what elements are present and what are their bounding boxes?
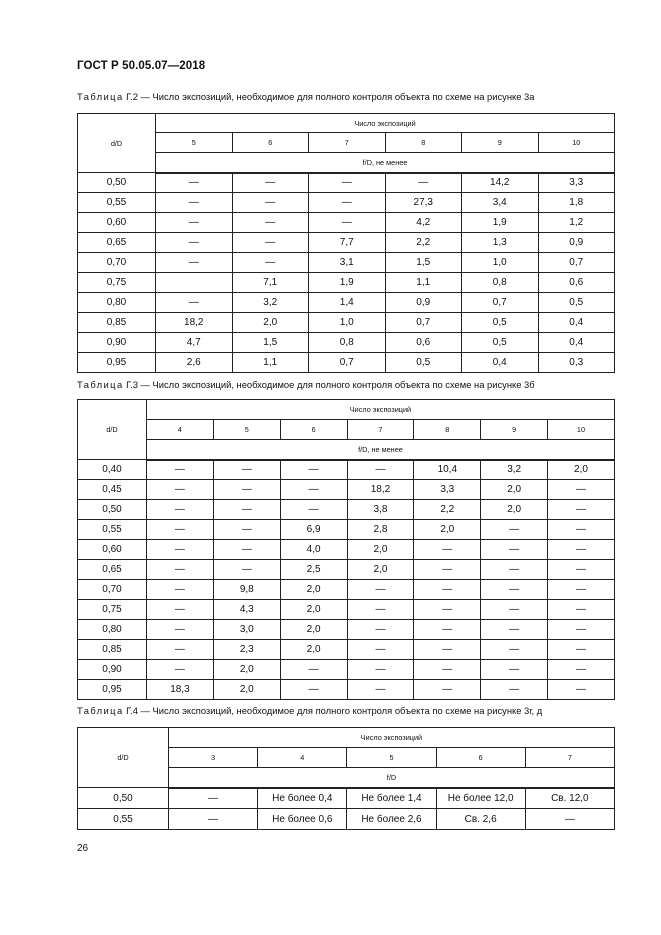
row-label: 0,55 bbox=[78, 193, 156, 213]
table-cell: 2,0 bbox=[280, 580, 347, 600]
table-cell: 0,7 bbox=[309, 353, 386, 373]
table-cell: Не более 2,6 bbox=[347, 809, 436, 830]
table-cell: — bbox=[213, 560, 280, 580]
table-cell: 14,2 bbox=[462, 173, 539, 193]
table-cell: — bbox=[156, 293, 233, 313]
table-cell: 0,5 bbox=[462, 313, 539, 333]
table-row bbox=[78, 660, 615, 680]
table-g4-caption bbox=[77, 705, 542, 716]
table-cell: 1,9 bbox=[309, 273, 386, 293]
table-cell: Не более 12,0 bbox=[436, 788, 525, 809]
column-header: 5 bbox=[347, 748, 436, 768]
column-header: 6 bbox=[280, 420, 347, 440]
table-cell: 1,1 bbox=[385, 273, 462, 293]
table-cell: — bbox=[232, 193, 309, 213]
table-cell: — bbox=[548, 660, 615, 680]
table-row bbox=[78, 173, 615, 193]
table-cell: — bbox=[414, 580, 481, 600]
table-cell: 0,4 bbox=[538, 333, 615, 353]
table-cell: — bbox=[156, 213, 233, 233]
table-cell: 1,3 bbox=[462, 233, 539, 253]
row-label: 0,50 bbox=[78, 173, 156, 193]
table-cell: 3,1 bbox=[309, 253, 386, 273]
table-cell: — bbox=[525, 809, 614, 830]
table-cell: — bbox=[481, 680, 548, 700]
caption-label: Таблица bbox=[77, 91, 124, 102]
table-cell: 0,4 bbox=[462, 353, 539, 373]
row-label: 0,60 bbox=[78, 540, 147, 560]
table-cell: — bbox=[481, 540, 548, 560]
corner-header: d/D bbox=[78, 400, 147, 460]
table-cell: — bbox=[481, 640, 548, 660]
table-cell: — bbox=[414, 560, 481, 580]
table-cell: — bbox=[147, 520, 214, 540]
table-cell: 7,1 bbox=[232, 273, 309, 293]
table-cell: — bbox=[347, 600, 414, 620]
table-cell: — bbox=[156, 233, 233, 253]
table-row bbox=[78, 293, 615, 313]
row-label: 0,45 bbox=[78, 480, 147, 500]
table-row bbox=[78, 640, 615, 660]
table-cell: — bbox=[548, 580, 615, 600]
table-cell: — bbox=[169, 788, 258, 809]
table-cell: — bbox=[481, 560, 548, 580]
table-row bbox=[78, 500, 615, 520]
table-cell: — bbox=[548, 680, 615, 700]
table-cell: Св. 2,6 bbox=[436, 809, 525, 830]
caption-text: Г.2 — Число экспозиций, необходимое для полного контроля объекта по схеме на рисунке 3а bbox=[126, 91, 535, 102]
column-header: 8 bbox=[385, 133, 462, 153]
table-cell: 0,9 bbox=[385, 293, 462, 313]
table-cell: — bbox=[232, 253, 309, 273]
table-cell: 0,6 bbox=[385, 333, 462, 353]
row-label: 0,95 bbox=[78, 680, 147, 700]
table-cell: 1,1 bbox=[232, 353, 309, 373]
row-label: 0,70 bbox=[78, 253, 156, 273]
table-cell: — bbox=[156, 193, 233, 213]
table-cell: 4,2 bbox=[385, 213, 462, 233]
table-cell: — bbox=[481, 600, 548, 620]
table-cell: 2,0 bbox=[347, 560, 414, 580]
table-cell: 0,9 bbox=[538, 233, 615, 253]
table-cell: — bbox=[481, 660, 548, 680]
table-cell: — bbox=[385, 173, 462, 193]
row-label: 0,75 bbox=[78, 600, 147, 620]
table-cell: — bbox=[169, 809, 258, 830]
table-cell: 0,5 bbox=[538, 293, 615, 313]
subgroup-header: f/D, не менее bbox=[147, 440, 615, 460]
table-cell: — bbox=[213, 460, 280, 480]
table-cell: 2,0 bbox=[213, 680, 280, 700]
table-cell: — bbox=[481, 620, 548, 640]
table-row bbox=[78, 233, 615, 253]
table-cell: 0,3 bbox=[538, 353, 615, 373]
table-row bbox=[78, 253, 615, 273]
table-cell: 2,0 bbox=[280, 640, 347, 660]
table-cell: — bbox=[347, 460, 414, 480]
table-cell: — bbox=[414, 540, 481, 560]
table-cell: 1,8 bbox=[538, 193, 615, 213]
column-header: 9 bbox=[481, 420, 548, 440]
table-cell: — bbox=[548, 480, 615, 500]
table-row bbox=[78, 809, 615, 830]
table-cell: — bbox=[347, 580, 414, 600]
group-header: Число экспозиций bbox=[169, 728, 615, 748]
row-label: 0,95 bbox=[78, 353, 156, 373]
table-row bbox=[78, 788, 615, 809]
group-header: Число экспозиций bbox=[147, 400, 615, 420]
column-header: 4 bbox=[147, 420, 214, 440]
row-label: 0,90 bbox=[78, 333, 156, 353]
subgroup-header: f/D bbox=[169, 768, 615, 788]
table-g2-caption bbox=[77, 91, 534, 102]
table-cell: — bbox=[280, 660, 347, 680]
subgroup-header: f/D, не менее bbox=[156, 153, 615, 173]
table-cell: 2,3 bbox=[213, 640, 280, 660]
column-header: 4 bbox=[258, 748, 347, 768]
table-cell: — bbox=[548, 540, 615, 560]
column-header: 3 bbox=[169, 748, 258, 768]
table-cell: — bbox=[548, 600, 615, 620]
table-cell: 2,0 bbox=[280, 600, 347, 620]
column-header: 5 bbox=[156, 133, 233, 153]
table-cell: 0,8 bbox=[309, 333, 386, 353]
table-cell: 18,3 bbox=[147, 680, 214, 700]
table-row bbox=[78, 313, 615, 333]
table-row bbox=[78, 193, 615, 213]
table-cell: Не более 0,4 bbox=[258, 788, 347, 809]
table-cell: 1,4 bbox=[309, 293, 386, 313]
table-cell: 18,2 bbox=[156, 313, 233, 333]
row-label: 0,60 bbox=[78, 213, 156, 233]
table-g4 bbox=[77, 727, 615, 830]
table-cell: — bbox=[213, 540, 280, 560]
table-cell: — bbox=[147, 660, 214, 680]
column-header: 10 bbox=[548, 420, 615, 440]
table-cell: 1,0 bbox=[309, 313, 386, 333]
table-row bbox=[78, 333, 615, 353]
table-g2 bbox=[77, 113, 615, 373]
table-row bbox=[78, 213, 615, 233]
table-cell: 1,9 bbox=[462, 213, 539, 233]
document-header: ГОСТ Р 50.05.07—2018 bbox=[77, 60, 206, 72]
table-row bbox=[78, 520, 615, 540]
table-cell: — bbox=[309, 193, 386, 213]
table-cell: 2,0 bbox=[548, 460, 615, 480]
table-cell: — bbox=[280, 480, 347, 500]
table-cell: — bbox=[147, 540, 214, 560]
caption-text: Г.4 — Число экспозиций, необходимое для полного контроля объекта по схеме на рисунке 3г, д bbox=[126, 705, 543, 716]
table-cell: 3,4 bbox=[462, 193, 539, 213]
table-cell: — bbox=[280, 460, 347, 480]
table-cell: 0,8 bbox=[462, 273, 539, 293]
table-row bbox=[78, 620, 615, 640]
caption-label: Таблица bbox=[77, 379, 124, 390]
table-cell: 3,0 bbox=[213, 620, 280, 640]
table-cell: — bbox=[309, 213, 386, 233]
table-cell: 3,3 bbox=[538, 173, 615, 193]
table-cell: 2,0 bbox=[481, 480, 548, 500]
row-label: 0,90 bbox=[78, 660, 147, 680]
table-cell: 0,4 bbox=[538, 313, 615, 333]
table-cell: — bbox=[147, 500, 214, 520]
table-cell: — bbox=[156, 173, 233, 193]
table-cell: 2,0 bbox=[232, 313, 309, 333]
table-cell: — bbox=[347, 660, 414, 680]
table-cell: — bbox=[147, 460, 214, 480]
table-row bbox=[78, 460, 615, 480]
row-label: 0,50 bbox=[78, 788, 169, 809]
column-header: 8 bbox=[414, 420, 481, 440]
table-cell: 0,5 bbox=[462, 333, 539, 353]
table-cell: 0,5 bbox=[385, 353, 462, 373]
table-cell: 0,7 bbox=[538, 253, 615, 273]
table-cell: — bbox=[147, 620, 214, 640]
table-cell: — bbox=[280, 500, 347, 520]
table-cell: — bbox=[548, 560, 615, 580]
row-label: 0,55 bbox=[78, 809, 169, 830]
table-cell: 4,3 bbox=[213, 600, 280, 620]
table-cell: 4,7 bbox=[156, 333, 233, 353]
caption-text: Г.3 — Число экспозиций, необходимое для полного контроля объекта по схеме на рисунке 3б bbox=[126, 379, 535, 390]
table-cell: — bbox=[232, 173, 309, 193]
row-label: 0,80 bbox=[78, 620, 147, 640]
table-cell: 0,7 bbox=[385, 313, 462, 333]
table-cell: 1,2 bbox=[538, 213, 615, 233]
table-cell: 3,2 bbox=[481, 460, 548, 480]
table-cell: — bbox=[213, 520, 280, 540]
row-label: 0,55 bbox=[78, 520, 147, 540]
table-cell: 2,6 bbox=[156, 353, 233, 373]
table-cell: 9,8 bbox=[213, 580, 280, 600]
table-cell: 3,3 bbox=[414, 480, 481, 500]
caption-label: Таблица bbox=[77, 705, 124, 716]
table-cell: — bbox=[548, 500, 615, 520]
column-header: 5 bbox=[213, 420, 280, 440]
column-header: 6 bbox=[232, 133, 309, 153]
table-cell: — bbox=[156, 253, 233, 273]
table-row bbox=[78, 600, 615, 620]
row-label: 0,40 bbox=[78, 460, 147, 480]
table-cell: 6,9 bbox=[280, 520, 347, 540]
table-cell: 2,0 bbox=[347, 540, 414, 560]
table-cell: — bbox=[347, 680, 414, 700]
table-cell: 18,2 bbox=[347, 480, 414, 500]
table-cell: — bbox=[309, 173, 386, 193]
column-header: 7 bbox=[347, 420, 414, 440]
table-cell: — bbox=[147, 640, 214, 660]
table-cell: 3,8 bbox=[347, 500, 414, 520]
table-g3 bbox=[77, 399, 615, 700]
table-cell: — bbox=[147, 480, 214, 500]
row-label: 0,65 bbox=[78, 560, 147, 580]
table-cell: 0,6 bbox=[538, 273, 615, 293]
column-header: 10 bbox=[538, 133, 615, 153]
table-cell: — bbox=[414, 620, 481, 640]
column-header: 9 bbox=[462, 133, 539, 153]
table-cell: — bbox=[414, 600, 481, 620]
table-cell: 2,2 bbox=[385, 233, 462, 253]
corner-header: d/D bbox=[78, 728, 169, 788]
row-label: 0,85 bbox=[78, 640, 147, 660]
table-cell: — bbox=[548, 520, 615, 540]
table-cell: — bbox=[147, 580, 214, 600]
row-label: 0,50 bbox=[78, 500, 147, 520]
table-cell: — bbox=[414, 680, 481, 700]
table-cell: — bbox=[213, 480, 280, 500]
table-cell: 2,0 bbox=[280, 620, 347, 640]
table-cell: 0,7 bbox=[462, 293, 539, 313]
table-cell: 27,3 bbox=[385, 193, 462, 213]
row-label: 0,70 bbox=[78, 580, 147, 600]
table-cell: 2,0 bbox=[414, 520, 481, 540]
table-cell: — bbox=[347, 620, 414, 640]
row-label: 0,65 bbox=[78, 233, 156, 253]
table-cell: 7,7 bbox=[309, 233, 386, 253]
table-cell: 4,0 bbox=[280, 540, 347, 560]
table-row bbox=[78, 480, 615, 500]
table-cell: — bbox=[481, 580, 548, 600]
table-row bbox=[78, 560, 615, 580]
table-row bbox=[78, 580, 615, 600]
column-header: 7 bbox=[525, 748, 614, 768]
column-header: 7 bbox=[309, 133, 386, 153]
column-header: 6 bbox=[436, 748, 525, 768]
table-cell: — bbox=[414, 660, 481, 680]
table-cell: 3,2 bbox=[232, 293, 309, 313]
table-cell: 2,8 bbox=[347, 520, 414, 540]
table-cell: — bbox=[414, 640, 481, 660]
row-label: 0,85 bbox=[78, 313, 156, 333]
group-header: Число экспозиций bbox=[156, 114, 615, 133]
table-cell: — bbox=[232, 213, 309, 233]
row-label: 0,80 bbox=[78, 293, 156, 313]
table-cell: 1,5 bbox=[385, 253, 462, 273]
table-cell: — bbox=[232, 233, 309, 253]
table-cell: — bbox=[548, 620, 615, 640]
table-cell: — bbox=[147, 600, 214, 620]
table-cell: — bbox=[213, 500, 280, 520]
table-row bbox=[78, 680, 615, 700]
table-cell: 2,0 bbox=[481, 500, 548, 520]
table-cell: 10,4 bbox=[414, 460, 481, 480]
table-cell: Не более 0,6 bbox=[258, 809, 347, 830]
table-cell: — bbox=[347, 640, 414, 660]
table-cell bbox=[156, 273, 233, 293]
table-cell: — bbox=[280, 680, 347, 700]
table-row bbox=[78, 353, 615, 373]
table-cell: 2,2 bbox=[414, 500, 481, 520]
table-cell: 2,5 bbox=[280, 560, 347, 580]
table-row bbox=[78, 273, 615, 293]
table-cell: Св. 12,0 bbox=[525, 788, 614, 809]
table-row bbox=[78, 540, 615, 560]
table-cell: 1,5 bbox=[232, 333, 309, 353]
table-cell: 1,0 bbox=[462, 253, 539, 273]
page-number: 26 bbox=[77, 843, 89, 854]
table-cell: 2,0 bbox=[213, 660, 280, 680]
table-cell: — bbox=[147, 560, 214, 580]
corner-header: d/D bbox=[78, 114, 156, 173]
table-cell: — bbox=[548, 640, 615, 660]
row-label: 0,75 bbox=[78, 273, 156, 293]
table-cell: Не более 1,4 bbox=[347, 788, 436, 809]
table-g3-caption bbox=[77, 379, 535, 390]
table-cell: — bbox=[481, 520, 548, 540]
